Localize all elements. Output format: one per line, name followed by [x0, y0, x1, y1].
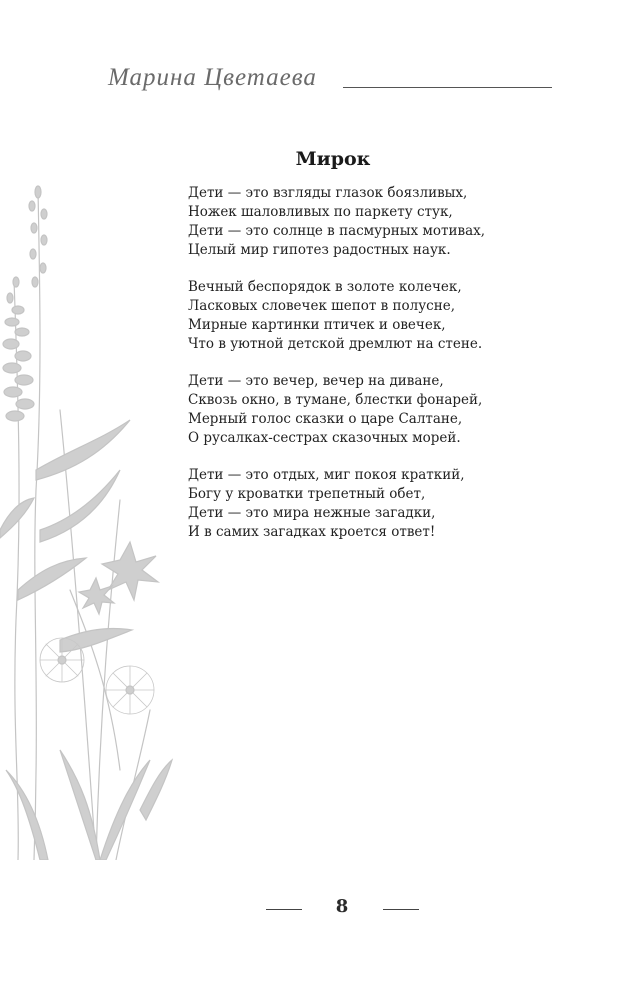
- poem-line: Мирные картинки птичек и овечек,: [188, 317, 446, 333]
- poem-line: Дети — это солнце в пасмурных мотивах,: [188, 223, 486, 239]
- poem-line: Богу у кроватки трепетный обет,: [188, 486, 426, 502]
- poem-line: Целый мир гипотез радостных наук.: [188, 242, 451, 258]
- poem-body: [188, 184, 518, 560]
- stanza: [188, 278, 518, 354]
- footer-rule-left: [266, 909, 302, 910]
- poem-line: Сквозь окно, в тумане, блестки фонарей,: [188, 392, 483, 408]
- stanza: [188, 466, 518, 542]
- poem-line: Вечный беспорядок в золоте колечек,: [188, 279, 462, 295]
- poem-line: И в самих загадках кроется ответ!: [188, 524, 436, 540]
- poem-line: Мерный голос сказки о царе Салтане,: [188, 411, 463, 427]
- poem-title: Мирок: [295, 148, 371, 170]
- poem-line: О русалках-сестрах сказочных морей.: [188, 430, 461, 446]
- poem-line: Ласковых словечек шепот в полусне,: [188, 298, 455, 314]
- stanza: [188, 184, 518, 260]
- page-number: 8: [335, 896, 349, 917]
- running-header-author: Марина Цветаева: [108, 64, 317, 91]
- poem-line: Дети — это отдых, миг покоя краткий,: [188, 467, 465, 483]
- floral-illustration: [0, 170, 190, 860]
- poem-line: Дети — это вечер, вечер на диване,: [188, 373, 444, 389]
- stanza: [188, 372, 518, 448]
- header-rule: [343, 87, 552, 88]
- poem-line: Дети — это взгляды глазок боязливых,: [188, 185, 468, 201]
- poem-line: Дети — это мира нежные загадки,: [188, 505, 436, 521]
- poem-line: Ножек шаловливых по паркету стук,: [188, 204, 453, 220]
- poem-line: Что в уютной детской дремлют на стене.: [188, 336, 483, 352]
- footer-rule-right: [383, 909, 419, 910]
